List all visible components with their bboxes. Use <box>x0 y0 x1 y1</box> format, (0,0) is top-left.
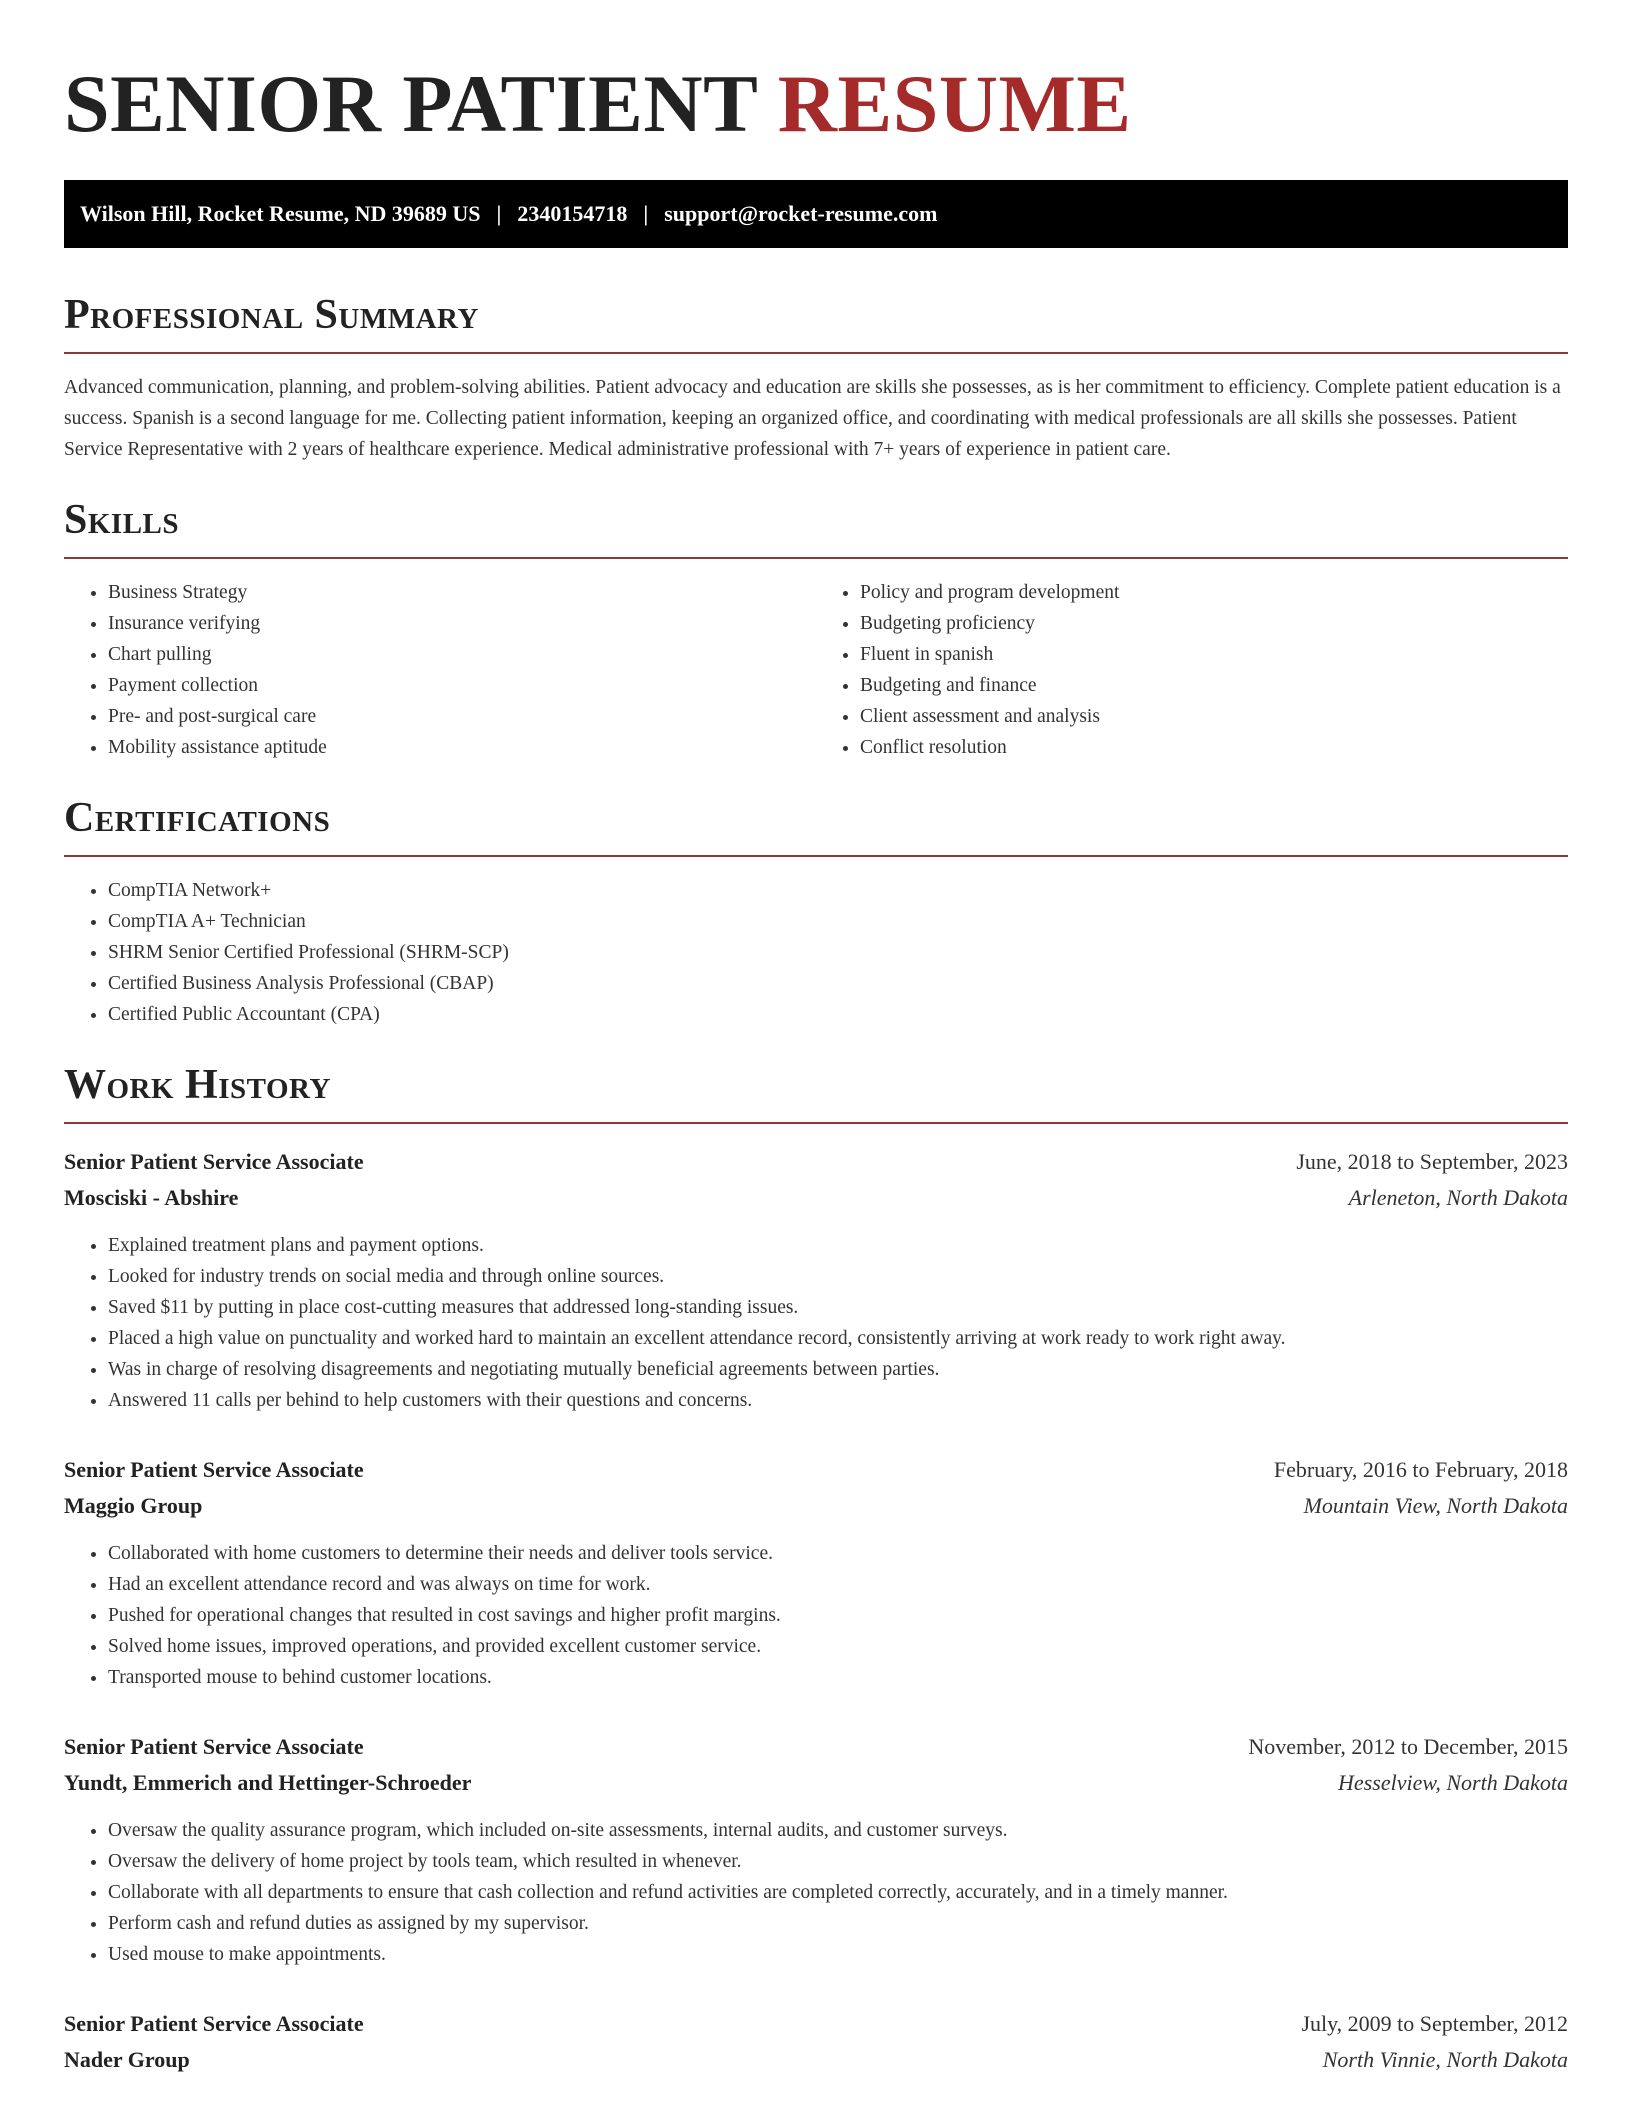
skill-item: • Insurance verifying <box>108 608 816 639</box>
skill-item: • Budgeting proficiency <box>860 608 1568 639</box>
contact-separator: | <box>496 201 502 226</box>
job-duties-list <box>64 1230 1568 1416</box>
job-company: Yundt, Emmerich and Hettinger-Schroeder <box>64 1770 472 1795</box>
skills-heading: Skills <box>64 495 1568 559</box>
certification-item: • Certified Business Analysis Professional (CBAP) <box>108 968 1568 999</box>
title-accent: RESUME <box>777 58 1132 149</box>
certification-item: • CompTIA Network+ <box>108 875 1568 906</box>
skills-list-left <box>64 577 816 763</box>
certifications-list <box>64 875 1568 1030</box>
skill-item: • Budgeting and finance <box>860 670 1568 701</box>
job-duty: • Perform cash and refund duties as assigned by my supervisor. <box>108 1908 1568 1939</box>
job-location: North Vinnie, North Dakota <box>1322 2047 1568 2072</box>
job-duty: • Transported mouse to behind customer locations. <box>108 1662 1568 1693</box>
page-title <box>64 0 1568 150</box>
job-duty: • Answered 11 calls per behind to help customers with their questions and concerns. <box>108 1385 1568 1416</box>
certification-item: • SHRM Senior Certified Professional (SHRM-SCP) <box>108 937 1568 968</box>
summary-heading: Professional Summary <box>64 290 1568 354</box>
job-company-row <box>64 2042 1568 2078</box>
job-title-row <box>64 1144 1568 1180</box>
job-location: Hesselview, North Dakota <box>1338 1770 1568 1795</box>
job-duty: • Collaborate with all departments to ensure that cash collection and refund activities are completed correctly, accurately, and in a timely manner. <box>108 1877 1568 1908</box>
skill-item: • Payment collection <box>108 670 816 701</box>
job-company-row <box>64 1765 1568 1801</box>
work-history-heading: Work History <box>64 1060 1568 1124</box>
skill-item: • Fluent in spanish <box>860 639 1568 670</box>
certifications-heading: Certifications <box>64 793 1568 857</box>
job-duty: • Saved $11 by putting in place cost-cutting measures that addressed long-standing issues. <box>108 1292 1568 1323</box>
job-company: Nader Group <box>64 2047 190 2072</box>
job-dates: July, 2009 to September, 2012 <box>1301 2011 1568 2036</box>
contact-separator: | <box>643 201 649 226</box>
skill-item: • Conflict resolution <box>860 732 1568 763</box>
job-entry <box>64 2006 1568 2078</box>
job-title-row <box>64 1452 1568 1488</box>
job-company: Mosciski - Abshire <box>64 1185 239 1210</box>
job-location: Arleneton, North Dakota <box>1348 1185 1568 1210</box>
skills-list-right <box>816 577 1568 763</box>
skill-item: • Client assessment and analysis <box>860 701 1568 732</box>
job-duty: • Oversaw the quality assurance program, which included on-site assessments, internal audits, and customer surveys. <box>108 1815 1568 1846</box>
contact-email: support@rocket-resume.com <box>664 201 938 226</box>
job-duty: • Solved home issues, improved operations, and provided excellent customer service. <box>108 1631 1568 1662</box>
job-duty: • Used mouse to make appointments. <box>108 1939 1568 1970</box>
job-duties-list <box>64 1815 1568 1970</box>
job-title: Senior Patient Service Associate <box>64 1149 364 1174</box>
job-title-row <box>64 2006 1568 2042</box>
title-main: SENIOR PATIENT <box>64 58 757 149</box>
job-title: Senior Patient Service Associate <box>64 1734 364 1759</box>
job-title: Senior Patient Service Associate <box>64 1457 364 1482</box>
skill-item: • Pre- and post-surgical care <box>108 701 816 732</box>
skill-item: • Policy and program development <box>860 577 1568 608</box>
job-dates: November, 2012 to December, 2015 <box>1248 1734 1568 1759</box>
contact-bar <box>64 180 1568 248</box>
job-title-row <box>64 1729 1568 1765</box>
skill-item: • Chart pulling <box>108 639 816 670</box>
job-company-row <box>64 1488 1568 1524</box>
job-duties-list <box>64 1538 1568 1693</box>
job-duty: • Looked for industry trends on social media and through online sources. <box>108 1261 1568 1292</box>
skills-columns <box>64 577 1568 763</box>
job-entry <box>64 1144 1568 1416</box>
job-duty: • Oversaw the delivery of home project by tools team, which resulted in whenever. <box>108 1846 1568 1877</box>
job-dates: June, 2018 to September, 2023 <box>1296 1149 1568 1174</box>
certification-item: • Certified Public Accountant (CPA) <box>108 999 1568 1030</box>
job-company: Maggio Group <box>64 1493 203 1518</box>
job-dates: February, 2016 to February, 2018 <box>1273 1457 1568 1482</box>
job-duty: • Collaborated with home customers to determine their needs and deliver tools service. <box>108 1538 1568 1569</box>
job-entry <box>64 1452 1568 1693</box>
skill-item: • Mobility assistance aptitude <box>108 732 816 763</box>
job-duty: • Pushed for operational changes that resulted in cost savings and higher profit margins. <box>108 1600 1568 1631</box>
job-duty: • Was in charge of resolving disagreements and negotiating mutually beneficial agreements between parties. <box>108 1354 1568 1385</box>
job-title: Senior Patient Service Associate <box>64 2011 364 2036</box>
job-entry <box>64 1729 1568 1970</box>
job-duty: • Had an excellent attendance record and was always on time for work. <box>108 1569 1568 1600</box>
job-location: Mountain View, North Dakota <box>1303 1493 1568 1518</box>
job-company-row <box>64 1180 1568 1216</box>
job-duty: • Explained treatment plans and payment options. <box>108 1230 1568 1261</box>
job-duty: • Placed a high value on punctuality and worked hard to maintain an excellent attendance record, consistently arriving at work ready to work right away. <box>108 1323 1568 1354</box>
certification-item: • CompTIA A+ Technician <box>108 906 1568 937</box>
skill-item: • Business Strategy <box>108 577 816 608</box>
contact-phone: 2340154718 <box>517 201 628 226</box>
summary-text: Advanced communication, planning, and problem-solving abilities. Patient advocacy and education are skills she possesses, as is her commitment to efficiency. Complete patient education is a success. Spanish is a second language for me. Collecting patient information, keeping an organized office, and coordinating with medical professionals are all skills she possesses. Patient Service Representative with 2 years of healthcare experience. Medical administrative professional with 7+ years of experience in patient care. <box>64 377 1561 460</box>
contact-address: Wilson Hill, Rocket Resume, ND 39689 US <box>80 201 481 226</box>
